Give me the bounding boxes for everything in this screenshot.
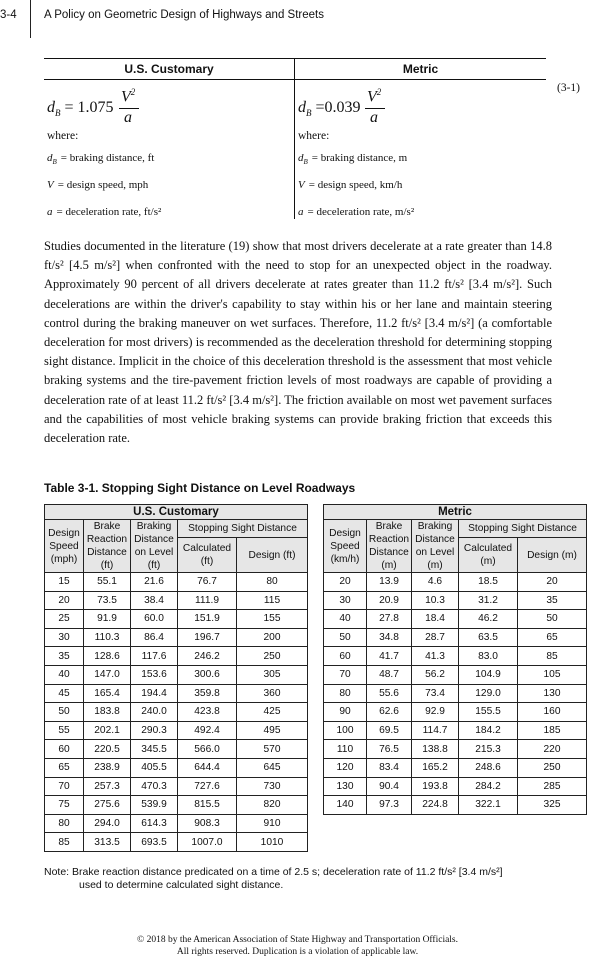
table-row	[45, 703, 308, 722]
header-stopping-sight-distance: Stopping Sight Distance	[459, 520, 587, 538]
header-braking-distance: Braking Distance on Level (ft)	[131, 520, 178, 573]
header-design-speed: Design Speed (mph)	[45, 520, 84, 573]
table-cell: 91.9	[84, 610, 131, 629]
table-cell: 92.9	[412, 703, 459, 722]
table-cell: 160	[518, 703, 587, 722]
table-cell: 147.0	[84, 665, 131, 684]
table-row	[45, 665, 308, 684]
table-cell: 693.5	[131, 833, 178, 852]
variable-definition	[298, 201, 546, 228]
equation-metric	[295, 59, 546, 219]
table-cell: 128.6	[84, 647, 131, 666]
header-stopping-sight-distance: Stopping Sight Distance	[178, 520, 308, 538]
table-row	[45, 684, 308, 703]
table-cell: 60	[45, 740, 84, 759]
table-caption: Table 3-1. Stopping Sight Distance on Level Roadways	[44, 481, 356, 495]
table-cell: 570	[237, 740, 308, 759]
table-cell: 200	[237, 628, 308, 647]
header-design: Design (m)	[518, 538, 587, 573]
header-calculated: Calculated (m)	[459, 538, 518, 573]
header-braking-distance: Braking Distance on Level (m)	[412, 520, 459, 573]
table-cell: 165.2	[412, 758, 459, 777]
braking-distance-formula-us	[44, 87, 294, 129]
table-cell: 104.9	[459, 665, 518, 684]
table-row	[45, 573, 308, 592]
table-cell: 63.5	[459, 628, 518, 647]
table-cell: 566.0	[178, 740, 237, 759]
equation-block	[44, 58, 546, 219]
braking-distance-formula-metric	[295, 87, 546, 129]
header-divider	[30, 0, 31, 38]
table-cell: 284.2	[459, 777, 518, 796]
formula-coefficient: =0.039	[315, 99, 361, 116]
table-cell: 300.6	[178, 665, 237, 684]
table-cell: 80	[237, 573, 308, 592]
table-cell: 183.8	[84, 703, 131, 722]
table-row	[45, 610, 308, 629]
table-cell: 76.5	[367, 740, 412, 759]
table-cell: 73.5	[84, 591, 131, 610]
table-cell: 140	[324, 796, 367, 815]
lhs-symbol: d	[298, 99, 306, 116]
table-cell: 820	[237, 796, 308, 815]
table-row	[45, 833, 308, 852]
variable-symbol: d	[47, 152, 53, 164]
table-cell: 184.2	[459, 721, 518, 740]
table-cell: 20.9	[367, 591, 412, 610]
page-number: 3-4	[0, 9, 17, 21]
variable-definition	[47, 174, 294, 201]
lhs-subscript: B	[306, 108, 312, 119]
variable-definition	[298, 147, 546, 174]
table-cell: 257.3	[84, 777, 131, 796]
table-cell: 18.4	[412, 610, 459, 629]
table-cell: 45	[45, 684, 84, 703]
table-cell: 35	[45, 647, 84, 666]
table-cell: 285	[518, 777, 587, 796]
table-cell: 55.6	[367, 684, 412, 703]
table-row	[324, 591, 587, 610]
stopping-sight-distance-table-metric	[323, 504, 587, 815]
table-cell: 250	[518, 758, 587, 777]
table-cell: 60	[324, 647, 367, 666]
table-cell: 69.5	[367, 721, 412, 740]
table-cell: 21.6	[131, 573, 178, 592]
table-cell: 246.2	[178, 647, 237, 666]
table-cell: 65	[45, 758, 84, 777]
body-paragraph: Studies documented in the literature (19) show that most drivers decelerate at a rate greater than 14.8 ft/s² [4.5 m/s²] when confronted with the need to stop for an unexpected object in the roadway. Approximately 90 percent of all drivers decelerate at rates greater than 11.2 ft/s² [3.4 m/s²]. Such decelerations are within the driver's capability to stay within his or her lane and maintain steering control during the braking maneuver on wet surfaces. Therefore, 11.2 ft/s² [3.4 m/s²] (a comfortable deceleration for most drivers) is recommended as the deceleration threshold for determining stopping sight distance. Implicit in the choice of this deceleration threshold is the assessment that most vehicle braking systems and the tire-pavement friction levels of most roadways are capable of providing a deceleration rate of at least 11.2 ft/s² [3.4 m/s²]. The friction available on most wet pavement surfaces and the capabilities of most vehicle braking systems can provide braking friction that exceeds this deceleration rate.	[44, 239, 552, 446]
table-cell: 83.4	[367, 758, 412, 777]
table-cell: 41.7	[367, 647, 412, 666]
table-row	[45, 628, 308, 647]
variable-symbol: d	[298, 152, 304, 164]
table-cell: 20	[324, 573, 367, 592]
table-cell: 313.5	[84, 833, 131, 852]
variable-symbol: a	[47, 206, 53, 219]
table-cell: 34.8	[367, 628, 412, 647]
header-brake-reaction: Brake Reaction Distance (ft)	[84, 520, 131, 573]
table-cell: 1010	[237, 833, 308, 852]
table-cell: 10.3	[412, 591, 459, 610]
variable-definition	[298, 174, 546, 201]
table-cell: 138.8	[412, 740, 459, 759]
table-us-title: U.S. Customary	[45, 505, 308, 520]
table-cell: 224.8	[412, 796, 459, 815]
running-head: A Policy on Geometric Design of Highways and Streets	[44, 9, 324, 21]
table-row	[45, 777, 308, 796]
table-row	[45, 591, 308, 610]
lhs-symbol: d	[47, 99, 55, 116]
variable-description: = deceleration rate, ft/s²	[56, 206, 162, 219]
table-cell: 30	[45, 628, 84, 647]
variable-description: = braking distance, m	[311, 152, 408, 164]
formula-denominator: a	[124, 109, 132, 126]
table-cell: 644.4	[178, 758, 237, 777]
table-cell: 25	[45, 610, 84, 629]
table-cell: 4.6	[412, 573, 459, 592]
variable-definitions-us	[47, 147, 294, 229]
table-cell: 196.7	[178, 628, 237, 647]
table-cell: 83.0	[459, 647, 518, 666]
table-cell: 110	[324, 740, 367, 759]
footer-line-1: © 2018 by the American Association of State Highway and Transportation Officials.	[136, 935, 459, 945]
table-cell: 305	[237, 665, 308, 684]
table-cell: 115	[237, 591, 308, 610]
table-cell: 55	[45, 721, 84, 740]
table-cell: 38.4	[131, 591, 178, 610]
table-row	[324, 721, 587, 740]
table-cell: 50	[45, 703, 84, 722]
table-cell: 248.6	[459, 758, 518, 777]
table-cell: 80	[324, 684, 367, 703]
table-cell: 325	[518, 796, 587, 815]
note-line-1: Note: Brake reaction distance predicated on a time of 2.5 s; deceleration rate of 11.2 ft/s² [3.4 m/s²]	[44, 866, 503, 878]
table-cell: 13.9	[367, 573, 412, 592]
table-cell: 220	[518, 740, 587, 759]
note-line-2: used to determine calculated sight distance.	[79, 879, 284, 891]
table-cell: 20	[518, 573, 587, 592]
variable-definition	[47, 147, 294, 174]
table-cell: 70	[45, 777, 84, 796]
table-cell: 48.7	[367, 665, 412, 684]
table-cell: 18.5	[459, 573, 518, 592]
table-metric-title: Metric	[324, 505, 587, 520]
table-row	[324, 610, 587, 629]
header-brake-reaction: Brake Reaction Distance (m)	[367, 520, 412, 573]
table-cell: 220.5	[84, 740, 131, 759]
table-cell: 117.6	[131, 647, 178, 666]
table-row	[324, 628, 587, 647]
table-cell: 727.6	[178, 777, 237, 796]
where-label: where:	[298, 130, 330, 142]
table-cell: 815.5	[178, 796, 237, 815]
table-cell: 155.5	[459, 703, 518, 722]
table-row	[324, 665, 587, 684]
table-cell: 50	[324, 628, 367, 647]
table-row	[324, 684, 587, 703]
table-cell: 50	[518, 610, 587, 629]
table-cell: 62.6	[367, 703, 412, 722]
table-cell: 492.4	[178, 721, 237, 740]
header-calculated: Calculated (ft)	[178, 538, 237, 573]
table-cell: 28.7	[412, 628, 459, 647]
table-row	[45, 758, 308, 777]
table-cell: 194.4	[131, 684, 178, 703]
table-cell: 70	[324, 665, 367, 684]
formula-numerator	[121, 87, 135, 106]
variable-description: = deceleration rate, m/s²	[307, 206, 415, 219]
formula-lhs	[47, 99, 114, 118]
table-row	[45, 796, 308, 815]
table-row	[45, 740, 308, 759]
table-cell: 185	[518, 721, 587, 740]
table-row	[45, 721, 308, 740]
table-cell: 41.3	[412, 647, 459, 666]
table-cell: 120	[324, 758, 367, 777]
table-cell: 40	[324, 610, 367, 629]
table-row	[324, 777, 587, 796]
table-cell: 423.8	[178, 703, 237, 722]
table-cell: 165.4	[84, 684, 131, 703]
table-cell: 215.3	[459, 740, 518, 759]
table-cell: 73.4	[412, 684, 459, 703]
table-cell: 425	[237, 703, 308, 722]
table-cell: 322.1	[459, 796, 518, 815]
equation-metric-heading: Metric	[295, 59, 546, 80]
table-cell: 85	[518, 647, 587, 666]
table-cell: 495	[237, 721, 308, 740]
table-cell: 15	[45, 573, 84, 592]
table-cell: 193.8	[412, 777, 459, 796]
table-cell: 130	[518, 684, 587, 703]
numerator-symbol: V	[121, 88, 131, 106]
variable-symbol: V	[47, 179, 54, 192]
table-cell: 645	[237, 758, 308, 777]
table-cell: 20	[45, 591, 84, 610]
where-label: where:	[47, 130, 79, 142]
table-note	[44, 866, 584, 892]
table-row	[324, 758, 587, 777]
equation-us-heading: U.S. Customary	[44, 59, 294, 80]
table-cell: 910	[237, 814, 308, 833]
table-cell: 40	[45, 665, 84, 684]
table-cell: 153.6	[131, 665, 178, 684]
stopping-sight-distance-table-us	[44, 504, 308, 852]
lhs-subscript: B	[55, 108, 61, 119]
header-design: Design (ft)	[237, 538, 308, 573]
table-row	[324, 647, 587, 666]
footer-line-2: All rights reserved. Duplication is a violation of applicable law.	[176, 947, 419, 957]
table-row	[324, 573, 587, 592]
table-cell: 1007.0	[178, 833, 237, 852]
table-cell: 294.0	[84, 814, 131, 833]
table-cell: 55.1	[84, 573, 131, 592]
table-cell: 31.2	[459, 591, 518, 610]
table-row	[324, 796, 587, 815]
numerator-symbol: V	[367, 88, 377, 106]
header-design-speed: Design Speed (km/h)	[324, 520, 367, 573]
variable-subscript: B	[303, 158, 308, 167]
table-cell: 65	[518, 628, 587, 647]
table-cell: 470.3	[131, 777, 178, 796]
table-cell: 129.0	[459, 684, 518, 703]
variable-description: = design speed, km/h	[308, 179, 403, 192]
copyright-footer	[0, 934, 595, 958]
table-cell: 275.6	[84, 796, 131, 815]
table-cell: 155	[237, 610, 308, 629]
table-cell: 110.3	[84, 628, 131, 647]
table-cell: 90.4	[367, 777, 412, 796]
table-cell: 240.0	[131, 703, 178, 722]
variable-symbol: a	[298, 206, 304, 219]
table-cell: 614.3	[131, 814, 178, 833]
formula-numerator	[367, 87, 381, 106]
variable-description: = design speed, mph	[57, 179, 149, 192]
table-cell: 35	[518, 591, 587, 610]
table-row	[324, 740, 587, 759]
formula-denominator: a	[370, 109, 378, 126]
table-cell: 111.9	[178, 591, 237, 610]
table-cell: 250	[237, 647, 308, 666]
variable-description: = braking distance, ft	[60, 152, 155, 164]
variable-symbol: V	[298, 179, 305, 192]
numerator-exponent: 2	[130, 87, 136, 97]
table-cell: 539.9	[131, 796, 178, 815]
table-cell: 30	[324, 591, 367, 610]
equation-us-customary	[44, 59, 295, 219]
formula-lhs	[298, 99, 361, 118]
table-cell: 202.1	[84, 721, 131, 740]
numerator-exponent: 2	[376, 87, 382, 97]
table-row	[45, 814, 308, 833]
formula-coefficient: = 1.075	[64, 99, 114, 116]
table-cell: 359.8	[178, 684, 237, 703]
table-cell: 114.7	[412, 721, 459, 740]
variable-definitions-metric	[298, 147, 546, 229]
table-cell: 90	[324, 703, 367, 722]
table-cell: 100	[324, 721, 367, 740]
table-cell: 56.2	[412, 665, 459, 684]
table-cell: 405.5	[131, 758, 178, 777]
table-cell: 360	[237, 684, 308, 703]
table-cell: 130	[324, 777, 367, 796]
table-cell: 97.3	[367, 796, 412, 815]
variable-definition	[47, 201, 294, 228]
table-cell: 75	[45, 796, 84, 815]
table-cell: 76.7	[178, 573, 237, 592]
table-cell: 85	[45, 833, 84, 852]
table-cell: 290.3	[131, 721, 178, 740]
table-cell: 86.4	[131, 628, 178, 647]
table-cell: 345.5	[131, 740, 178, 759]
table-row	[324, 703, 587, 722]
table-cell: 46.2	[459, 610, 518, 629]
table-cell: 80	[45, 814, 84, 833]
table-row	[45, 647, 308, 666]
table-cell: 60.0	[131, 610, 178, 629]
table-cell: 105	[518, 665, 587, 684]
variable-subscript: B	[52, 158, 57, 167]
table-cell: 908.3	[178, 814, 237, 833]
table-cell: 151.9	[178, 610, 237, 629]
table-cell: 730	[237, 777, 308, 796]
table-cell: 238.9	[84, 758, 131, 777]
equation-number: (3-1)	[557, 82, 580, 94]
table-cell: 27.8	[367, 610, 412, 629]
